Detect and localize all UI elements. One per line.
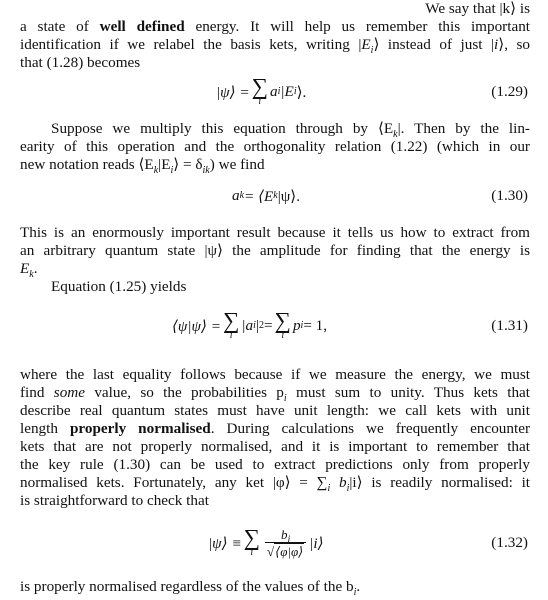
math-text: | — [255, 317, 259, 334]
math-text: ⟩. — [296, 83, 307, 101]
text-line — [20, 474, 531, 495]
equation-body: a k = ⟨E k |ψ⟩. — [232, 187, 301, 205]
sigma-glyph: ∑ — [274, 308, 291, 333]
text-span: ⟩ instead of just | — [373, 36, 495, 53]
text-span: |i⟩ is readily normalised: it — [349, 474, 531, 491]
math-text: a — [270, 83, 278, 100]
math-text: |ψ⟩ ≡ — [208, 534, 242, 552]
text-span: normalised kets. Fortunately, any ket |φ⟩ = — [20, 474, 317, 491]
text-line — [20, 278, 530, 296]
sum-index: i — [250, 547, 254, 558]
text-span: value, so the probabilities p — [85, 384, 284, 401]
equation-1-31 — [20, 306, 530, 346]
text-span: energy. It will help us remember this important — [184, 18, 531, 35]
equation-1-32 — [20, 520, 530, 566]
math-text: |ψ⟩ = — [216, 83, 250, 101]
math-text: = — [263, 317, 273, 334]
text-span: |E — [158, 156, 171, 173]
text-span: is straightforward to check that — [20, 492, 209, 509]
math-subscript: i — [283, 393, 287, 405]
text-span: earity of this operation and the orthogonality relation (1.22) (which in our — [20, 138, 530, 155]
equation-number: (1.30) — [491, 187, 528, 204]
summation-symbol — [251, 74, 268, 107]
sigma-glyph: ∑ — [316, 474, 328, 491]
text-line — [20, 402, 530, 420]
equation-number: (1.31) — [491, 317, 528, 334]
text-span: kets that are not properly normalised, and it is important to remember that — [20, 438, 530, 455]
equation-1-29 — [20, 72, 530, 112]
text-span: must sum to unity. Thus kets that — [286, 384, 530, 401]
math-symbol: i — [494, 36, 499, 53]
text-span: Suppose we multiply this equation through by ⟨E — [51, 120, 394, 137]
text-span: . — [356, 578, 361, 595]
bold-term: properly normalised — [69, 420, 211, 437]
sigma-glyph: ∑ — [251, 74, 268, 99]
math-subscript: i — [287, 534, 291, 546]
sqrt-glyph: √ — [267, 544, 275, 559]
equation-body — [208, 520, 324, 566]
fraction — [265, 527, 306, 559]
text-span: We say that |k⟩ is — [425, 0, 530, 17]
sum-index: i — [229, 330, 233, 341]
math-subscript: i — [170, 165, 174, 177]
math-subscript: i — [327, 483, 331, 495]
text-line — [20, 36, 530, 57]
text-span: This is an enormously important result because it tells us how to extract from — [20, 224, 530, 241]
math-text: |E — [280, 83, 294, 100]
text-line: $E_k$. — [20, 260, 38, 281]
text-span: ⟩, so — [498, 36, 530, 53]
sigma-glyph: ∑ — [243, 525, 260, 550]
text-span: an arbitrary quantum state |ψ⟩ the amplitude for finding that the energy is — [20, 242, 530, 259]
math-subscript: ik — [202, 165, 210, 177]
math-subscript: i — [346, 483, 350, 495]
math-subscript: k — [153, 165, 159, 177]
math-text: = ⟨E — [244, 187, 274, 205]
summation-symbol — [222, 308, 240, 341]
text-span: that (1.28) becomes — [20, 54, 141, 71]
text-line — [20, 438, 530, 456]
text-line — [20, 578, 530, 599]
equation-body: ⟨ψ|ψ⟩ = ∑ i |a i | 2 = ∑ i p i = 1, — [172, 308, 328, 341]
math-text: p — [292, 317, 301, 334]
equation-number: (1.32) — [491, 534, 528, 551]
math-text: |i⟩ — [309, 534, 324, 552]
math-text: = 1, — [303, 317, 328, 334]
text-line — [20, 366, 530, 384]
text-span: length — [20, 420, 70, 437]
text-span: |. Then by the lin- — [397, 120, 530, 137]
math-subscript: k — [29, 269, 34, 281]
math-subscript: i — [370, 45, 374, 57]
emphasis-term: some — [53, 384, 86, 401]
math-text: a — [232, 187, 240, 204]
text-span: describe real quantum states must have unit length: we call kets with unit — [20, 402, 530, 419]
math-subscript: k — [393, 129, 398, 141]
math-text: ⟨ψ|ψ⟩ = — [172, 317, 221, 335]
text-line — [20, 138, 530, 156]
text-line — [20, 224, 530, 242]
math-subscript: i — [353, 587, 357, 599]
text-span: identification if we relabel the basis kets, writing | — [20, 36, 362, 53]
text-line — [20, 456, 530, 474]
math-text: b — [280, 527, 288, 542]
sigma-glyph: ∑ — [222, 308, 240, 333]
text-line — [20, 18, 530, 36]
text-line — [20, 0, 530, 18]
text-span: ) we find — [209, 156, 265, 173]
bold-term: well defined — [99, 18, 185, 35]
equation-number: (1.29) — [491, 83, 528, 100]
sum-index: i — [281, 330, 285, 341]
summation-symbol — [274, 308, 291, 341]
text-line — [20, 54, 530, 72]
text-line — [20, 492, 530, 510]
text-line — [20, 120, 530, 141]
text-line — [20, 242, 530, 260]
math-symbol: E — [20, 260, 30, 277]
text-span: is properly normalised regardless of the values of the b — [20, 578, 354, 595]
text-span: the key rule (1.30) can be used to extract predictions only from properly — [20, 456, 530, 473]
math-text: |ψ⟩. — [277, 187, 301, 205]
text-span: . During calculations we frequently encounter — [210, 420, 531, 437]
text-span: find — [20, 384, 54, 401]
text-line — [20, 384, 530, 405]
text-span: ⟩ = δ — [173, 156, 203, 173]
text-span: new notation reads ⟨E — [20, 156, 154, 173]
text-span: where the last equality follows because if we measure the energy, we must — [20, 366, 530, 383]
text-span: a state of — [20, 18, 100, 35]
radicand: ⟨φ|φ⟩ — [275, 544, 304, 559]
math-symbol: E — [361, 36, 371, 53]
equation-body: |ψ⟩ = ∑ i a i |E i ⟩. — [216, 74, 307, 107]
sum-index: i — [258, 96, 262, 107]
fraction-denominator — [265, 542, 306, 559]
text-span: Equation (1.25) yields — [51, 278, 187, 295]
math-text: |a — [241, 317, 254, 334]
equation-1-30 — [20, 176, 530, 216]
text-line — [20, 156, 530, 177]
summation-symbol — [243, 525, 260, 558]
square-root — [267, 543, 304, 559]
text-line — [20, 420, 530, 438]
fraction-numerator — [279, 527, 292, 546]
math-text: b — [330, 474, 347, 491]
